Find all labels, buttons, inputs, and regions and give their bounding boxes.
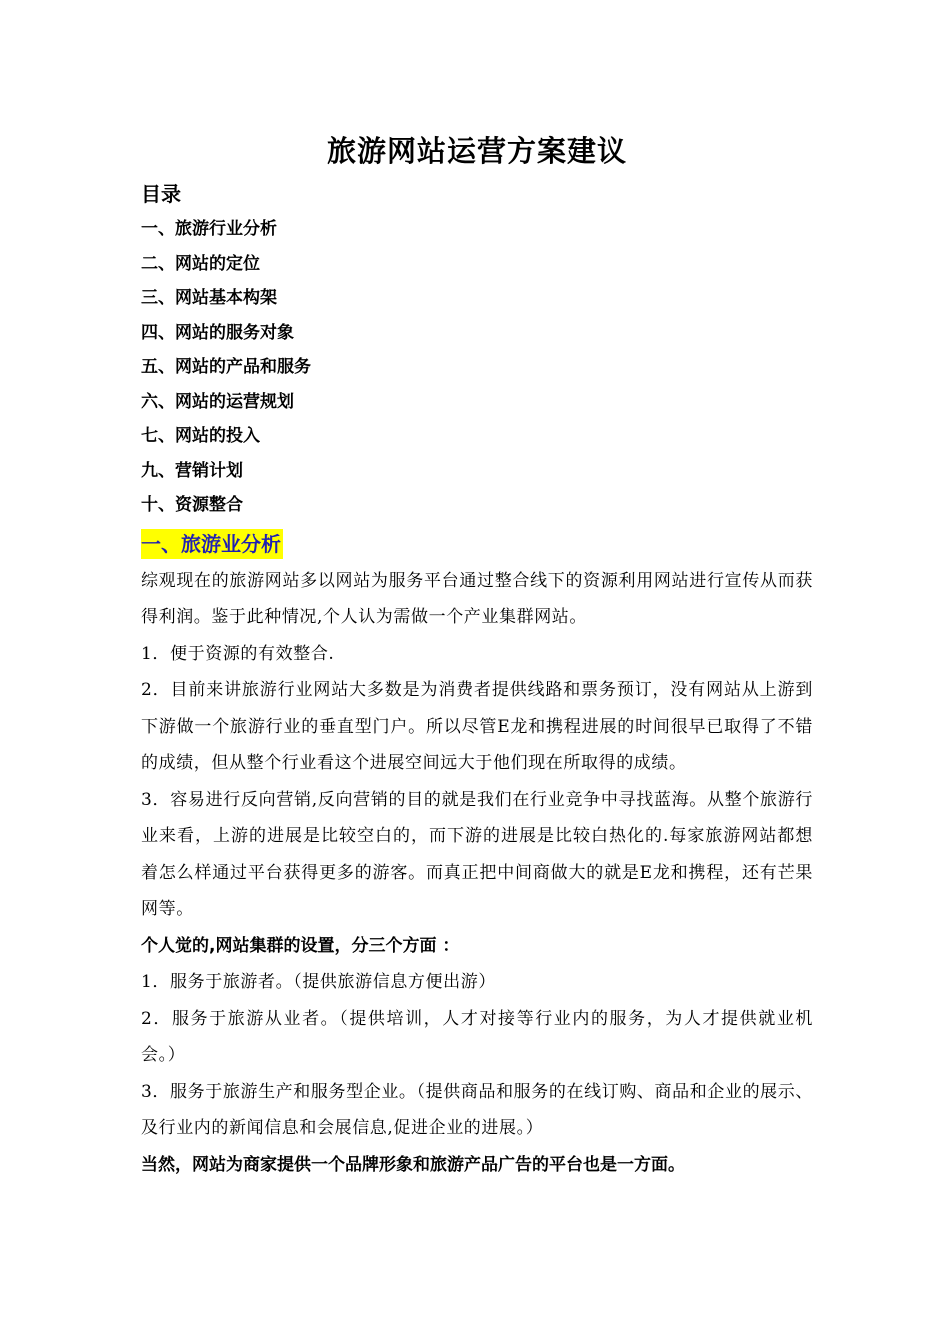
intro-paragraph: 综观现在的旅游网站多以网站为服务平台通过整合线下的资源利用网站进行宣传从而获得利润。鉴于此种情况,个人认为需做一个产业集群网站。 (141, 570, 813, 627)
toc-item-service-targets[interactable]: 四、网站的服务对象 (141, 322, 294, 343)
cluster-heading: 个人觉的,网站集群的设置，分三个方面 ： (141, 935, 460, 956)
point-3: 3．容易进行反向营销,反向营销的目的就是我们在行业竞争中寻找蓝海。从整个旅游行业来看，上游的进展是比较空白的，而下游的进展是比较白热化的.每家旅游网站都想着怎么样通过平台获得更多的游客。而真正把中间商做大的就是E龙和携程，还有芒果网等。 (141, 789, 813, 919)
toc-item-investment[interactable]: 七、网站的投入 (141, 426, 260, 446)
table-of-contents (141, 212, 813, 523)
document-page (141, 128, 813, 1183)
document-title: 旅游网站运营方案建议 (326, 134, 627, 168)
conclusion-line: 当然，网站为商家提供一个品牌形象和旅游产品广告的平台也是一方面。 (141, 1154, 685, 1175)
aspect-3: 3．服务于旅游生产和服务型企业。（提供商品和服务的在线订购、商品和企业的展示、及行业内的新闻信息和会展信息,促进企业的进展。） (141, 1081, 813, 1138)
toc-item-industry-analysis[interactable]: 一、旅游行业分析 (141, 219, 277, 239)
point-1: 1．便于资源的有效整合. (141, 643, 335, 664)
toc-item-operation-plan[interactable]: 六、网站的运营规划 (141, 391, 294, 412)
toc-item-resource-integration[interactable]: 十、资源整合 (141, 495, 243, 515)
aspect-1: 1．服务于旅游者。（提供旅游信息方便出游） (141, 972, 496, 992)
toc-item-products-services[interactable]: 五、网站的产品和服务 (141, 357, 311, 377)
toc-item-marketing-plan[interactable]: 九、营销计划 (141, 460, 243, 481)
aspect-2: 2．服务于旅游从业者。（提供培训，人才对接等行业内的服务，为人才提供就业机会。） (141, 1008, 813, 1065)
section-heading-industry-analysis: 一、旅游业分析 (141, 529, 283, 559)
toc-heading: 目录 (141, 182, 181, 206)
toc-item-architecture[interactable]: 三、网站基本构架 (141, 288, 277, 308)
toc-item-positioning[interactable]: 二、网站的定位 (141, 253, 260, 274)
point-2: 2．目前来讲旅游行业网站大多数是为消费者提供线路和票务预订，没有网站从上游到下游做一个旅游行业的垂直型门户。所以尽管E龙和携程进展的时间很早已取得了不错的成绩，但从整个行业看这个进展空间远大于他们现在所取得的成绩。 (141, 680, 813, 773)
